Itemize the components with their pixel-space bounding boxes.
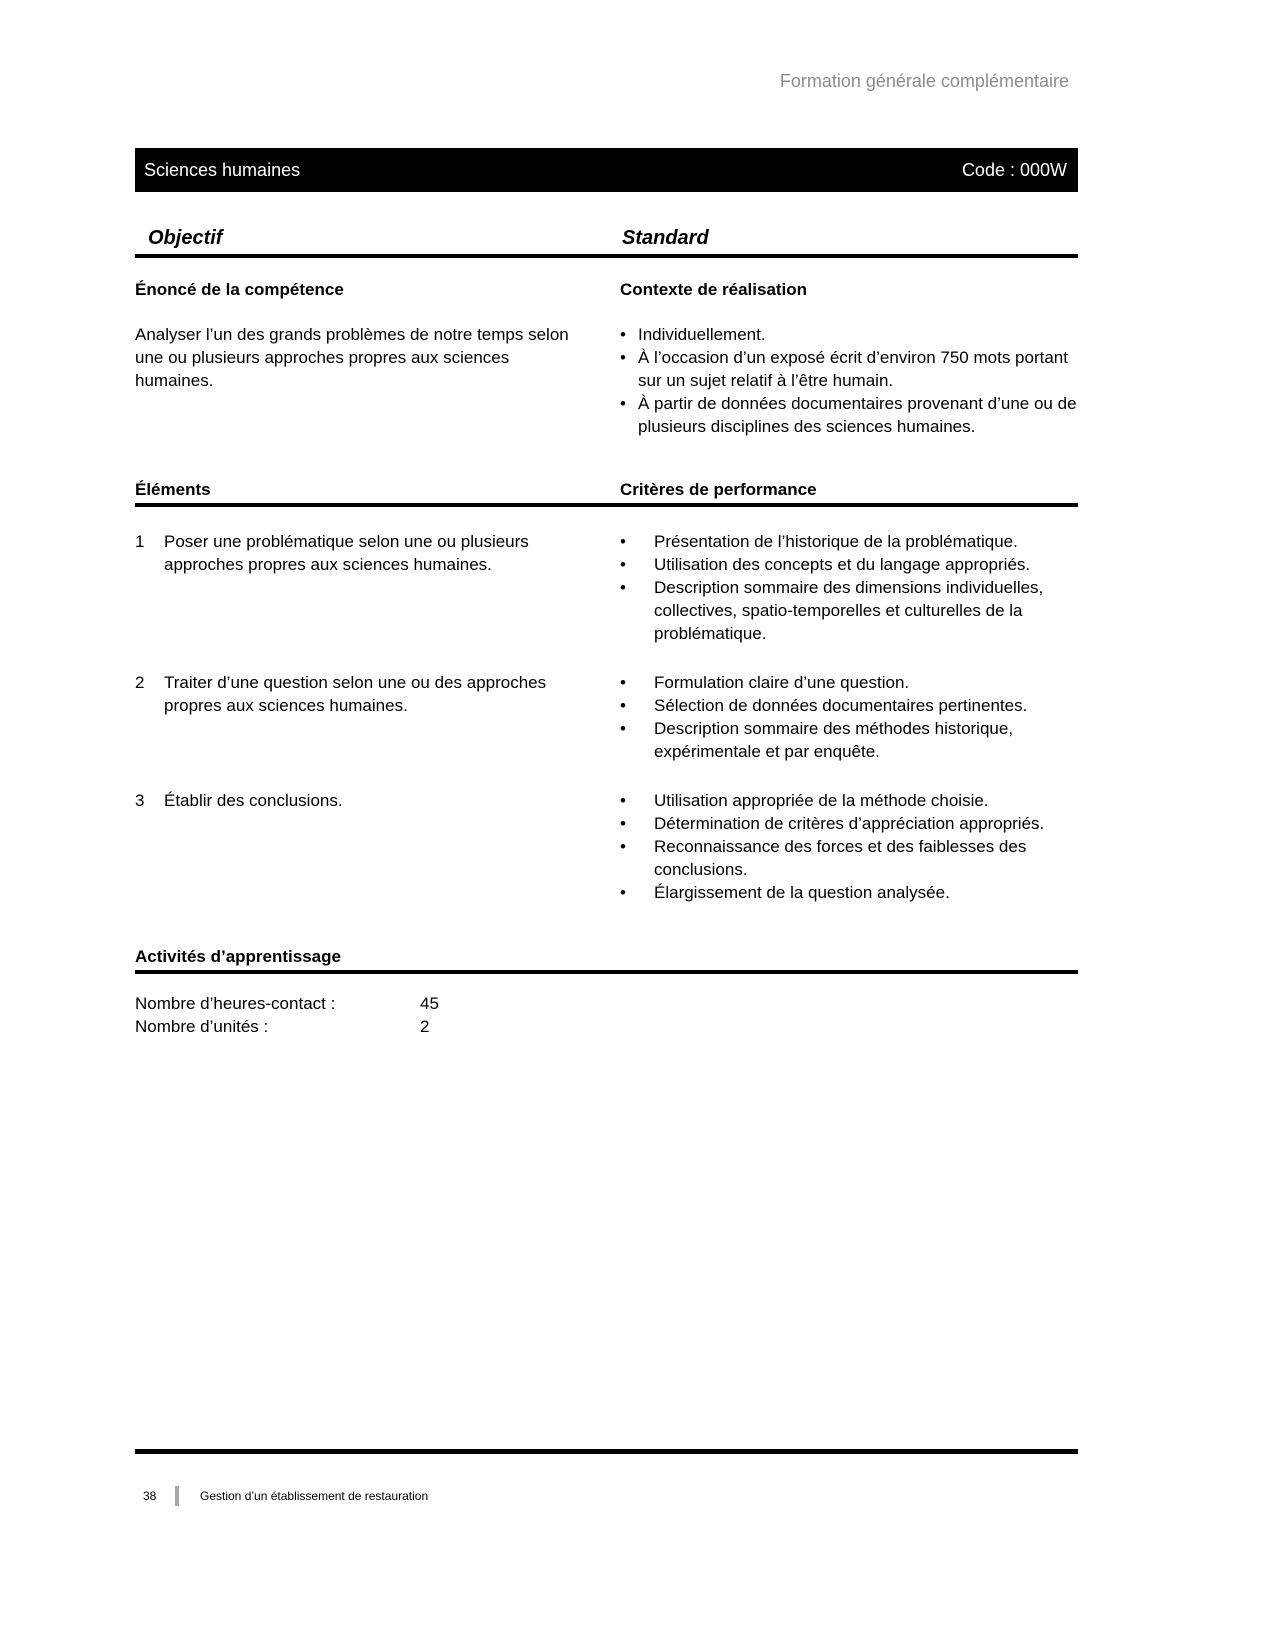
- criteres-heading: Critères de performance: [620, 480, 817, 499]
- element-row-3: [135, 789, 1078, 904]
- bullet-text: Élargissement de la question analysée.: [654, 883, 950, 902]
- standard-heading: Standard: [622, 227, 709, 249]
- contexte-bullets: [620, 323, 1078, 438]
- objectif-standard-body: [135, 323, 1078, 438]
- footer-line: [135, 1486, 1078, 1506]
- bullet-icon: •: [620, 578, 626, 597]
- bullet-text: Utilisation appropriée de la méthode choisie.: [654, 791, 989, 810]
- numbered-item: [135, 671, 590, 717]
- enonce-body: Analyser l’un des grands problèmes de notre temps selon une ou plusieurs approches propres aux sciences humaines.: [135, 325, 569, 390]
- list-item: [620, 530, 1078, 553]
- bullet-icon: •: [620, 837, 626, 856]
- list-item: [620, 323, 1078, 346]
- bullet-icon: •: [620, 555, 626, 574]
- bullet-text: Description sommaire des dimensions individuelles, collectives, spatio-temporelles et culturelles de la problématique.: [654, 578, 1044, 643]
- subheadings-row: [135, 278, 1078, 301]
- objectif-heading: Objectif: [148, 227, 223, 249]
- item-number: 1: [135, 532, 145, 551]
- element-item: [135, 671, 620, 763]
- bullet-text: À l’occasion d’un exposé écrit d’environ 750 mots portant sur un sujet relatif à l’être humain.: [638, 348, 1068, 390]
- divider-rule: [135, 254, 1078, 258]
- bullet-text: Individuellement.: [638, 325, 766, 344]
- list-item: [620, 812, 1078, 835]
- criteres-group-3: [620, 789, 1078, 904]
- footer-rule: [135, 1449, 1078, 1454]
- item-number: 3: [135, 791, 145, 810]
- page-content: [135, 0, 1078, 1038]
- info-label: Nombre d’heures-contact :: [135, 994, 336, 1013]
- activites-info: [135, 992, 1078, 1038]
- info-row: [135, 1015, 1078, 1038]
- column-headers: [135, 225, 1078, 251]
- bullet-icon: •: [620, 814, 626, 833]
- course-title-bar: [135, 148, 1078, 192]
- bullet-icon: •: [620, 394, 626, 413]
- info-label: Nombre d’unités :: [135, 1017, 269, 1036]
- list-item: [620, 576, 1078, 645]
- bullet-text: Utilisation des concepts et du langage appropriés.: [654, 555, 1031, 574]
- footer-divider: [175, 1486, 179, 1506]
- bullet-icon: •: [620, 719, 626, 738]
- footer-text: Gestion d’un établissement de restauration: [200, 1488, 429, 1503]
- info-value: 45: [420, 994, 439, 1013]
- item-text: Établir des conclusions.: [164, 791, 343, 810]
- list-item: [620, 671, 1078, 694]
- page-footer: [135, 1449, 1078, 1506]
- list-item: [620, 881, 1078, 904]
- numbered-item: [135, 530, 590, 576]
- criteres-group-1: [620, 530, 1078, 645]
- running-header: Formation générale complémentaire: [779, 71, 1069, 91]
- list-item: [620, 346, 1078, 392]
- list-item: [620, 717, 1078, 763]
- bullet-icon: •: [620, 348, 626, 367]
- bullet-icon: •: [620, 325, 626, 344]
- page-number: 38: [143, 1488, 157, 1503]
- criteres-group-2: [620, 671, 1078, 763]
- activites-heading: Activités d’apprentissage: [135, 947, 341, 966]
- element-row-2: [135, 671, 1078, 763]
- list-item: [620, 694, 1078, 717]
- bullet-icon: •: [620, 532, 626, 551]
- bullet-text: Détermination de critères d’appréciation appropriés.: [654, 814, 1045, 833]
- list-item: [620, 789, 1078, 812]
- course-title: Sciences humaines: [144, 159, 301, 180]
- info-value: 2: [420, 1017, 430, 1036]
- numbered-item: [135, 789, 590, 812]
- info-row: [135, 992, 1078, 1015]
- bullet-icon: •: [620, 883, 626, 902]
- course-code: Code : 000W: [961, 159, 1067, 180]
- item-text: Poser une problématique selon une ou plusieurs approches propres aux sciences humaines.: [164, 532, 529, 574]
- bullet-text: Formulation claire d’une question.: [654, 673, 910, 692]
- divider-rule: [135, 503, 1078, 507]
- bullet-icon: •: [620, 791, 626, 810]
- element-item: [135, 789, 620, 904]
- item-number: 2: [135, 673, 145, 692]
- elements-heading: Éléments: [135, 480, 211, 499]
- bullet-text: Présentation de l’historique de la problématique.: [654, 532, 1018, 551]
- bullet-icon: •: [620, 696, 626, 715]
- contexte-heading: Contexte de réalisation: [620, 280, 808, 299]
- list-item: [620, 553, 1078, 576]
- bullet-text: Description sommaire des méthodes historique, expérimentale et par enquête.: [654, 719, 1014, 761]
- element-item: [135, 530, 620, 645]
- list-item: [620, 392, 1078, 438]
- element-row-1: [135, 530, 1078, 645]
- divider-rule: [135, 970, 1078, 974]
- bullet-text: Sélection de données documentaires pertinentes.: [654, 696, 1028, 715]
- bullet-text: Reconnaissance des forces et des faiblesses des conclusions.: [654, 837, 1027, 879]
- elements-criteres-headings: [135, 478, 1078, 501]
- enonce-heading: Énoncé de la compétence: [135, 280, 344, 299]
- item-text: Traiter d’une question selon une ou des approches propres aux sciences humaines.: [164, 673, 547, 715]
- bullet-text: À partir de données documentaires provenant d’une ou de plusieurs disciplines des sciences humaines.: [638, 394, 1077, 436]
- list-item: [620, 835, 1078, 881]
- bullet-icon: •: [620, 673, 626, 692]
